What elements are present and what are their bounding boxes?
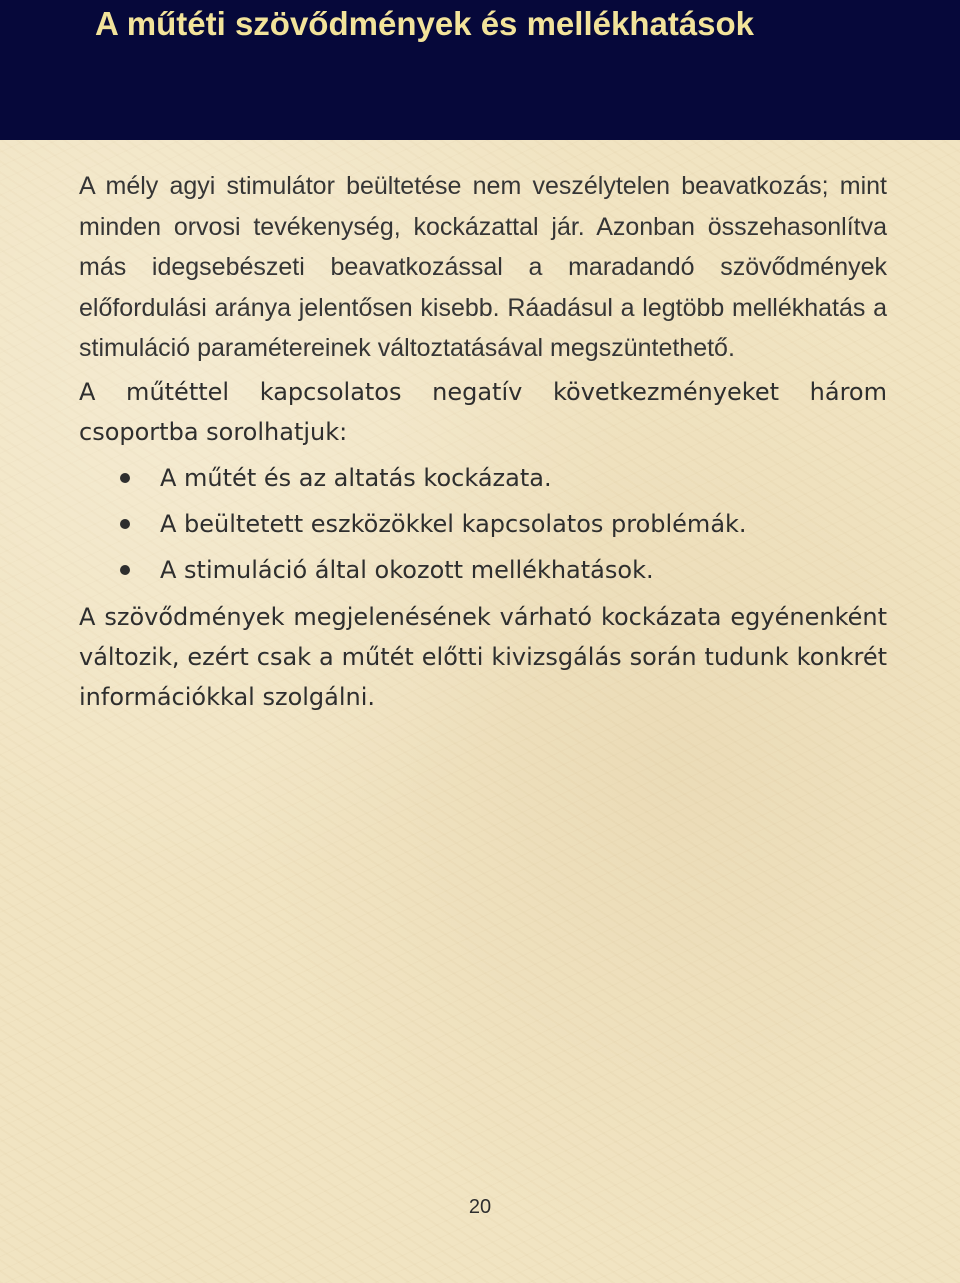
list-item <box>79 547 887 593</box>
page-number: 20 <box>468 1196 492 1218</box>
page-title: A műtéti szövődmények és mellékhatások <box>95 5 755 42</box>
list-item-text: A műtét és az altatás kockázata. <box>160 463 552 492</box>
bullet-dot-icon <box>120 565 130 575</box>
list-item <box>79 455 887 501</box>
bullet-dot-icon <box>120 519 130 529</box>
list-item-text: A stimuláció által okozott mellékhatások. <box>160 555 654 584</box>
list-item <box>79 501 887 547</box>
main-content <box>79 166 887 717</box>
paragraph-groups-intro: A műtéttel kapcsolatos negatív következményeket három csoportba sorolhatjuk: <box>79 377 887 446</box>
bullet-dot-icon <box>120 473 130 483</box>
header-band <box>0 0 960 140</box>
list-item-text: A beültetett eszközökkel kapcsolatos problémák. <box>160 509 747 538</box>
paragraph-risk: A mély agyi stimulátor beültetése nem veszélytelen beavatkozás; mint minden orvosi tevékenység, kockázattal jár. Azonban összehasonlítva más idegsebészeti beavatkozással a maradandó szövődmények előfordulási aránya jelentősen kisebb. Ráadásul a legtöbb mellékhatás a stimuláció paramétereinek változtatásával megszüntethető. <box>79 172 887 362</box>
complication-groups-list <box>79 455 887 593</box>
paragraph-individual-risk: A szövődmények megjelenésének várható kockázata egyénenként változik, ezért csak a műtét előtti kivizsgálás során tudunk konkrét információkkal szolgálni. <box>79 602 887 711</box>
